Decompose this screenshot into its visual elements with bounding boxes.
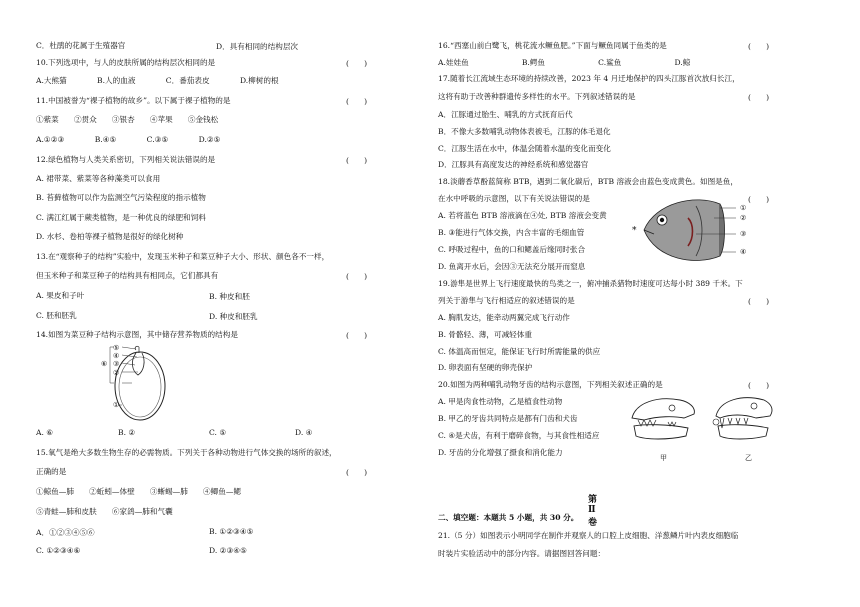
answer-paren: ( ) — [346, 331, 368, 340]
q12-option-d: D. 水杉、卷柏等裸子植物是很好的绿化树种 — [36, 232, 184, 241]
q11-options: A.①②③ B.④⑤ C.③⑤ D.②⑤ — [36, 135, 221, 144]
q17-stem-1: 17.随着长江流域生态环境的持续改善，2023 年 4 月迁地保护的四头江豚首次放归长江， — [438, 74, 740, 83]
fish-label-4: ④ — [740, 248, 747, 256]
q20-stem: 20.如图为两种哺乳动物牙齿的结构示意图，下列相关叙述正确的是 — [438, 380, 663, 389]
q15-option-d: D. ②③④⑤ — [209, 546, 247, 555]
teeth-label-jia: 甲 — [660, 454, 667, 462]
q15-option-a: A．①②③④⑤⑥ — [36, 528, 95, 537]
q19-option-b: B. 骨骼轻、薄，可减轻体重 — [438, 330, 532, 339]
q20-option-d: D. 牙齿的分化增强了摄食和消化能力 — [438, 448, 563, 457]
q17-option-b: B．不像大多数哺乳动物体表被毛，江豚的体毛退化 — [438, 127, 611, 136]
q11-items: ①紫菜 ②贯众 ③银杏 ④苹果 ⑤金钱松 — [36, 115, 219, 124]
seed-label-5: ⑤ — [113, 344, 120, 352]
q15-stem-2: 正确的是 — [36, 467, 67, 476]
q19-option-d: D. 卵表面有坚硬的卵壳保护 — [438, 363, 533, 372]
q10-options: A.大熊猫 B.人的血液 C．番茄表皮 D.柳树的根 — [36, 76, 279, 85]
q15-option-c: C. ①②③④⑥ — [36, 546, 81, 555]
q16-stem: 16.“西塞山前白鹭飞，桃花流水鳜鱼肥。”下面与鳜鱼同属于鱼类的是 — [438, 41, 667, 50]
q17-stem-2: 这将有助于改善种群遗传多样性的水平。下列叙述错误的是 — [438, 92, 636, 101]
q19-option-a: A. 胸肌发达，能牵动两翼完成飞行动作 — [438, 313, 570, 322]
q12-option-b: B. 苔藓植物可以作为监测空气污染程度的指示植物 — [36, 193, 206, 202]
seed-label-2: ② — [113, 369, 120, 377]
fill-blank-header: 二、填空题：本题共 5 小题，共 30 分。 — [438, 513, 579, 522]
q20-option-c: C. ④是犬齿，有利于磨碎食物，与其食性相适应 — [438, 431, 600, 440]
fish-label-1: ① — [740, 204, 747, 212]
q14-option-c: C. ⑤ — [209, 428, 227, 437]
q17-option-a: A．江豚通过胎生、哺乳的方式抚育后代 — [438, 110, 573, 119]
seed-label-4: ④ — [113, 352, 120, 360]
answer-paren: ( ) — [346, 97, 368, 106]
q15-option-b: B. ①②③④⑤ — [209, 527, 254, 536]
q15-items-2: ⑤青蛙—肺和皮肤 ⑥家鸽—肺和气囊 — [36, 507, 173, 516]
q17-option-d: D．江豚具有高度发达的神经系统和感觉器官 — [438, 160, 589, 169]
q14-option-a: A. ⑥ — [36, 428, 54, 437]
answer-paren: ( ) — [748, 297, 770, 306]
q20-option-a: A. 甲是肉食性动物，乙是植食性动物 — [438, 397, 563, 406]
q21-stem-2: 时装片实验活动中的部分内容。请据图回答问题： — [438, 549, 606, 558]
q12-stem: 12.绿色植物与人类关系密切，下列相关说法错误的是 — [36, 155, 216, 164]
q9-option-c: C．杜鹃的花属于生殖器官 — [36, 41, 126, 50]
section-title: 第Ⅱ卷 — [588, 495, 598, 528]
q13-option-d: D. 种皮和胚乳 — [209, 312, 258, 321]
fish-star-mark: * — [632, 226, 637, 236]
answer-paren: ( ) — [346, 59, 368, 68]
answer-paren: ( ) — [748, 42, 770, 51]
answer-paren: ( ) — [748, 93, 770, 102]
q11-stem: 11.中国被誉为“裸子植物的故乡”。以下属于裸子植物的是 — [36, 96, 231, 105]
seed-label-3: ③ — [113, 360, 120, 368]
q18-option-a: A. 若将蓝色 BTB 溶液滴在④处, BTB 溶液会变黄 — [438, 211, 607, 220]
q15-stem-1: 15.氧气是绝大多数生物生存的必需物质。下列关于各种动物进行气体交换的场所的叙述， — [36, 448, 337, 457]
seed-label-6: ⑥ — [101, 360, 108, 368]
q12-option-a: A. 裙带菜、紫菜等各种藻类可以食用 — [36, 174, 161, 183]
q12-option-c: C. 满江红属于蕨类植物，是一种优良的绿肥和饲料 — [36, 213, 206, 222]
q19-stem-1: 19.游隼是世界上飞行速度最快的鸟类之一，俯冲捕杀猎物时速度可达每小时 389 千米。下 — [438, 279, 743, 288]
skull-jia-diagram — [628, 392, 700, 454]
answer-paren: ( ) — [748, 195, 770, 204]
q14-option-d: D. ④ — [295, 428, 313, 437]
q16-options: A.娃娃鱼 B.鳄鱼 C.鲨鱼 D.鲸 — [438, 58, 691, 67]
q13-stem-2: 但玉米种子和菜豆种子的结构具有相同点，它们都具有 — [36, 271, 219, 280]
teeth-label-yi: 乙 — [745, 454, 752, 462]
q18-option-c: C. 呼吸过程中，鱼的口和鳃盖后缘同时张合 — [438, 245, 586, 254]
q9-option-d: D．具有相同的结构层次 — [216, 42, 299, 51]
q15-items-1: ①鲸鱼—肺 ②蚯蚓—体壁 ③蜥蜴—肺 ④鲫鱼—鳃 — [36, 487, 242, 496]
q10-stem: 10.下列选项中，与人的皮肤所属的结构层次相同的是 — [36, 58, 216, 67]
q18-stem-2: 在水中呼吸的示意图，以下有关说法错误的是 — [438, 194, 590, 203]
bean-seed-diagram — [92, 341, 172, 423]
q13-stem-1: 13.在“观察种子的结构”实验中，发现玉米种子和菜豆种子大小、形状、颜色各不一样， — [36, 252, 330, 261]
q18-option-d: D. 鱼离开水后，会因③无法充分展开而窒息 — [438, 262, 586, 271]
q14-stem: 14.如图为菜豆种子结构示意图，其中储存营养物质的结构是 — [36, 330, 238, 339]
q21-stem-1: 21.（5 分）如图表示小明同学在制作并观察人的口腔上皮细胞、洋葱鳞片叶内表皮细胞临 — [438, 531, 739, 540]
q13-option-c: C. 胚和胚乳 — [36, 311, 77, 320]
fish-label-2: ② — [740, 214, 747, 222]
q17-option-c: C．江豚生活在水中，体温会随着水温的变化而变化 — [438, 144, 611, 153]
q18-stem-1: 18.淡蘑香草酚蓝简称 BTB，遇到二氧化碳后，BTB 溶液会由蓝色变成黄色。如图是鱼， — [438, 177, 738, 186]
answer-paren: ( ) — [346, 156, 368, 165]
answer-paren: ( ) — [346, 468, 368, 477]
fish-label-3: ③ — [740, 230, 747, 238]
q18-option-b: B. ③能进行气体交换，内含丰富的毛细血管 — [438, 228, 585, 237]
q19-stem-2: 列关于游隼与飞行相适应的叙述错误的是 — [438, 296, 575, 305]
answer-paren: ( ) — [346, 272, 368, 281]
fish-head-diagram — [636, 190, 776, 270]
q19-option-c: C. 体温高而恒定，能保证飞行时所需能量的供应 — [438, 347, 601, 356]
q20-option-b: B. 甲乙的牙齿共同特点是都有门齿和犬齿 — [438, 414, 578, 423]
q14-option-b: B. ② — [118, 428, 136, 437]
seed-label-1: ① — [113, 401, 120, 409]
q13-option-b: B. 种皮和胚 — [209, 292, 250, 301]
answer-paren: ( ) — [748, 381, 770, 390]
skull-yi-diagram — [706, 392, 778, 454]
q13-option-a: A. 果皮和子叶 — [36, 291, 85, 300]
